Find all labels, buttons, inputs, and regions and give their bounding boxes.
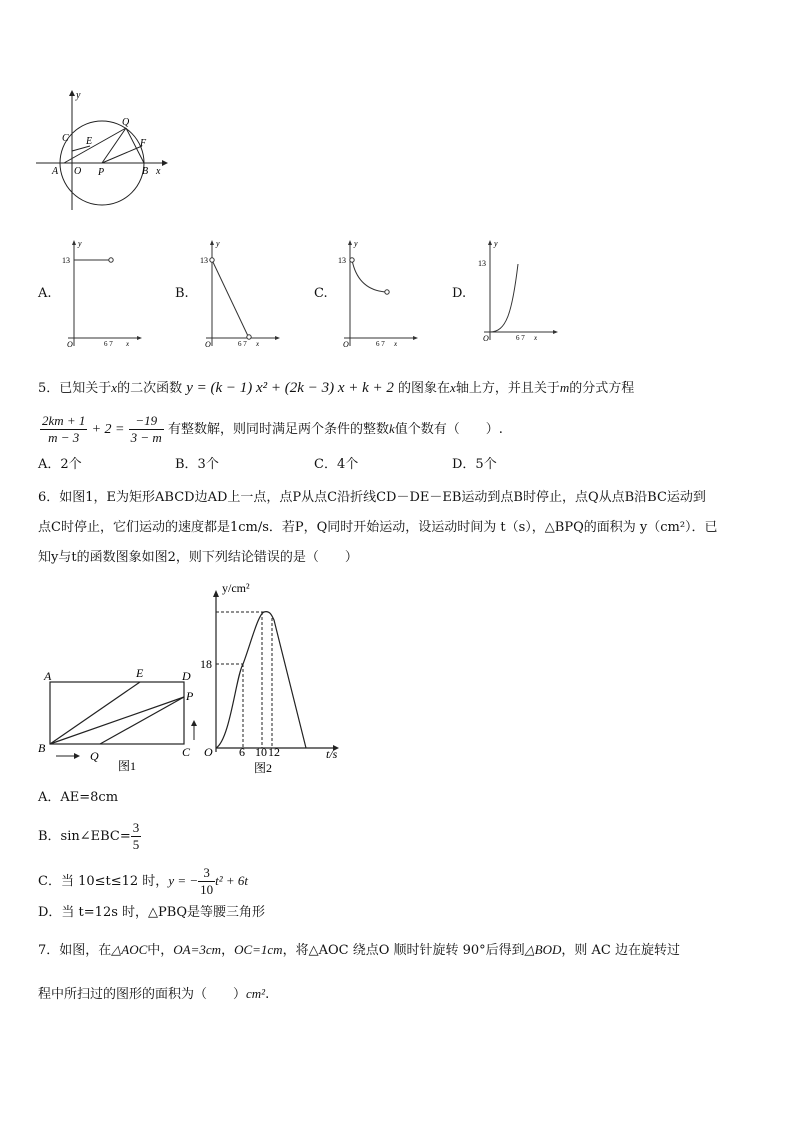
option-c-letter[interactable]: C. — [314, 286, 328, 301]
label-p: P — [98, 167, 105, 178]
svg-text:x: x — [534, 334, 538, 342]
svg-text:6 7: 6 7 — [238, 340, 247, 348]
option-b-graph — [198, 234, 284, 350]
q5-option-c[interactable]: C．4个 — [314, 457, 359, 472]
svg-text:6 7: 6 7 — [104, 340, 113, 348]
svg-text:y: y — [354, 239, 358, 248]
svg-text:D: D — [182, 669, 191, 683]
svg-text:13: 13 — [338, 256, 346, 265]
label-y: y — [76, 90, 81, 101]
option-d-graph — [476, 234, 562, 350]
svg-text:B: B — [38, 741, 46, 755]
q7-line2: 程中所扫过的图形的面积为（ ）cm². — [38, 986, 270, 1002]
label-b: B — [142, 166, 149, 177]
q6-option-a[interactable]: A．AE=8cm — [38, 790, 119, 805]
svg-text:P: P — [186, 689, 194, 703]
label-e: E — [86, 136, 93, 147]
q5-frac-left: $\frac{2km + 1}{m - 3}$ — [42, 413, 86, 445]
label-q: Q — [122, 117, 130, 128]
svg-text:O: O — [67, 340, 73, 349]
q7-line1: 7．如图，在△AOC中，OA=3cm，OC=1cm，将△AOC 绕点O 顺时针旋转 90°后得到△BOD，则 AC 边在旋转过 — [38, 942, 680, 958]
label-c: C — [62, 133, 69, 144]
svg-text:y: y — [494, 239, 498, 248]
svg-text:O: O — [204, 745, 213, 759]
q6-figure2 — [196, 580, 346, 776]
svg-text:6: 6 — [239, 745, 245, 759]
svg-text:13: 13 — [478, 259, 486, 268]
label-o: O — [74, 166, 82, 177]
option-c-graph — [336, 234, 422, 350]
svg-text:E: E — [136, 666, 144, 680]
svg-text:Q: Q — [90, 749, 99, 763]
q5-line2: $\frac{2km + 1}{m - 3}$ + 2 = $\frac{-19}{3 - m}$ 有整数解，则同时满足两个条件的整数k值个数有（ ）. — [42, 413, 503, 445]
option-d-letter[interactable]: D. — [452, 286, 467, 301]
label-a: A — [52, 166, 59, 177]
svg-text:x: x — [394, 340, 398, 348]
svg-text:A: A — [44, 669, 52, 683]
q5-option-d[interactable]: D．5个 — [452, 457, 497, 472]
q5-line1: 5．已知关于x的二次函数 y = (k − 1) x² + (2k − 3) x + k + 2 的图象在x轴上方，并且关于m的分式方程 — [38, 380, 635, 396]
svg-text:x: x — [256, 340, 260, 348]
q6-figure1 — [38, 660, 208, 776]
q6-option-d[interactable]: D．当 t=12s 时，△PBQ是等腰三角形 — [38, 905, 265, 920]
q6-option-b[interactable]: B．sin∠EBC= $\frac{3}{5}$ — [38, 820, 140, 852]
svg-text:O: O — [343, 340, 349, 349]
svg-text:y/cm²: y/cm² — [222, 581, 250, 595]
svg-text:t/s: t/s — [326, 747, 338, 761]
svg-text:x: x — [126, 340, 130, 348]
svg-text:C: C — [182, 745, 191, 759]
svg-text:6 7: 6 7 — [516, 334, 525, 342]
svg-text:10: 10 — [255, 745, 267, 759]
q5-option-a[interactable]: A．2个 — [38, 457, 82, 472]
svg-text:18: 18 — [200, 657, 212, 671]
svg-text:O: O — [483, 334, 489, 343]
q5-frac-right: $\frac{-19}{3 - m}$ — [130, 413, 162, 445]
q6-line1: 6．如图1，E为矩形ABCD边AD上一点，点P从点C沿折线CD－DE－EB运动到点B时停止，点Q从点B沿BC运动到 — [38, 490, 706, 505]
svg-text:图1: 图1 — [118, 759, 137, 773]
circle-figure — [36, 88, 176, 216]
svg-text:图2: 图2 — [254, 761, 273, 775]
label-f: F — [140, 138, 147, 149]
q6-line3: 知y与t的函数图象如图2，则下列结论错误的是（ ） — [38, 550, 358, 565]
option-b-letter[interactable]: B. — [175, 286, 189, 301]
svg-text:6 7: 6 7 — [376, 340, 385, 348]
svg-text:13: 13 — [62, 256, 70, 265]
option-a-graph — [60, 234, 146, 350]
svg-text:13: 13 — [200, 256, 208, 265]
svg-text:O: O — [205, 340, 211, 349]
label-x: x — [156, 166, 161, 177]
svg-text:12: 12 — [268, 745, 280, 759]
svg-text:y: y — [216, 239, 220, 248]
q6-option-c[interactable]: C．当 10≤t≤12 时，y = − $\frac{3}{10}$ t² + 6t — [38, 865, 249, 897]
q6-line2: 点C时停止，它们运动的速度都是1cm/s．若P，Q同时开始运动，设运动时间为 t（s），△BPQ的面积为 y（cm²）．已 — [38, 520, 718, 535]
option-a-letter[interactable]: A. — [38, 286, 52, 301]
svg-text:y: y — [78, 239, 82, 248]
q5-option-b[interactable]: B．3个 — [175, 457, 219, 472]
